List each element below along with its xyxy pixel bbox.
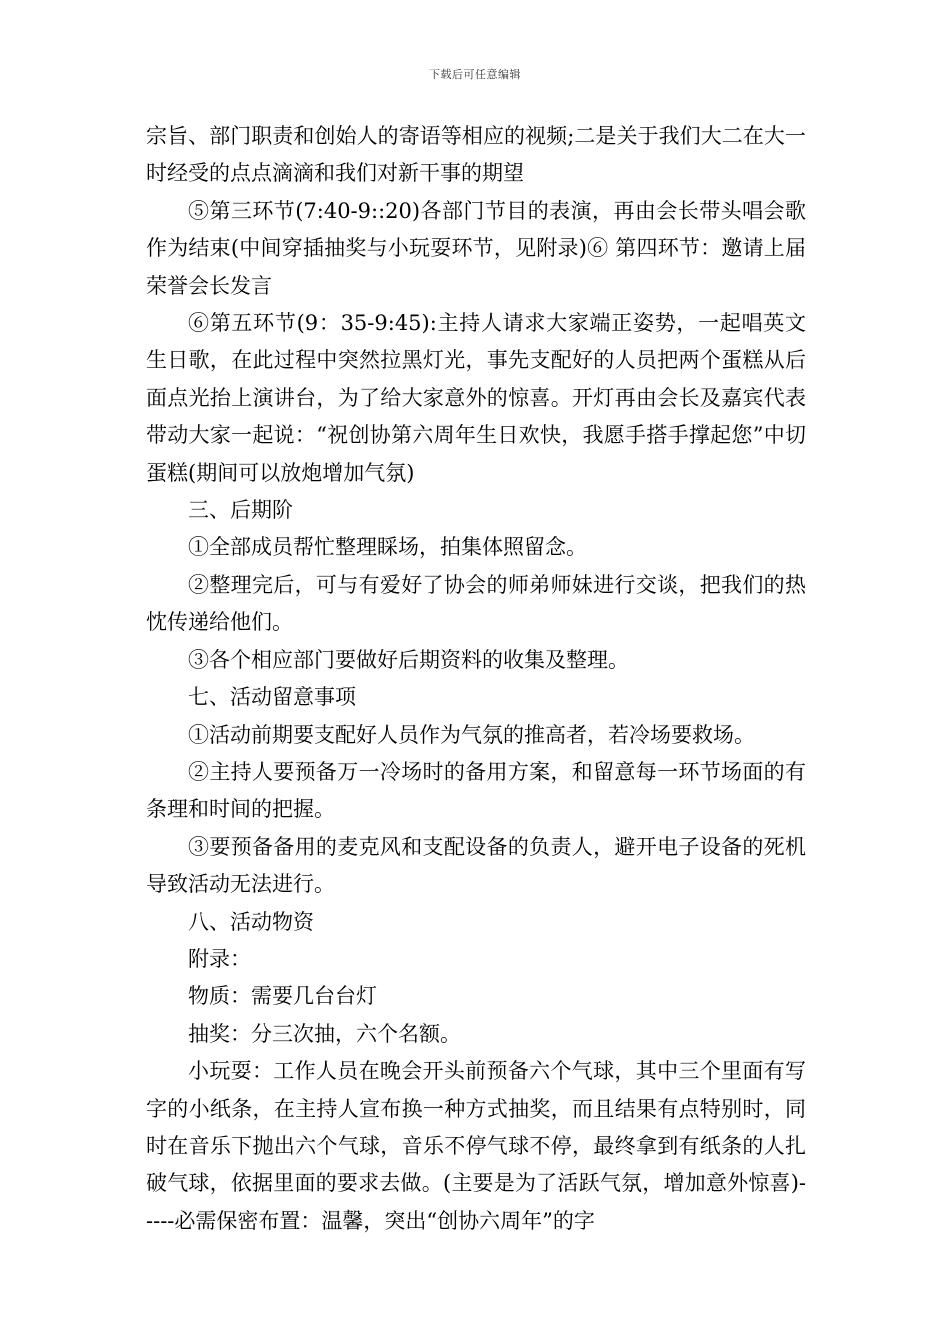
heading-appendix: 附录： (188, 946, 251, 971)
paragraph-post-item-3: ③各个相应部门要做好后期资料的收集及整理。 (188, 647, 629, 672)
document-body (146, 118, 806, 1240)
page-header-note: 下载后可任意编辑 (429, 68, 521, 81)
paragraph-post-item-2: ②整理完后，可与有爱好了协会的师弟师妹进行交谈，把我们的热忱传递给他们。 (146, 572, 806, 635)
paragraph-step-five: ⑥第五环节(9：35-9:45):主持人请求大家端正姿势，一起唱英文生日歌，在此过程中突然拉黑灯光，事先支配好的人员把两个蛋糕从后面点光抬上演讲台，为了给大家意外的惊喜。开灯再由会长及嘉宾代表带动大家一起说：“祝创协第六周年生日欢快，我愿手搭手撑起您”中切蛋糕(期间可以放炮增加气氛) (146, 311, 806, 485)
paragraph-materials: 物质：需要几台台灯 (188, 984, 377, 1009)
paragraph-note-3: ③要预备备用的麦克风和支配设备的负责人，避开电子设备的死机导致活动无法进行。 (146, 834, 806, 897)
paragraph-note-2: ②主持人要预备万一冷场时的备用方案，和留意每一环节场面的有条理和时间的把握。 (146, 759, 806, 822)
paragraph-post-item-1: ①全部成员帮忙整理睬场，拍集体照留念。 (188, 535, 587, 560)
paragraph-mini-game: 小玩耍：工作人员在晚会开头前预备六个气球，其中三个里面有写字的小纸条，在主持人宣布换一种方式抽奖，而且结果有点特别时，同时在音乐下抛出六个气球，音乐不停气球不停，最终拿到有纸条的人扎破气球，依据里面的要求去做。(主要是为了活跃气氛，增加意外惊喜)-----必需保密布置：温馨，突出“创协六周年”的字 (146, 1059, 806, 1233)
paragraph-step-three: ⑤第三环节(7:40-9::20)各部门节目的表演，再由会长带头唱会歌作为结束(中间穿插抽奖与小玩耍环节，见附录)⑥ 第四环节：邀请上届荣誉会长发言 (146, 198, 806, 298)
heading-post-phase: 三、后期阶 (188, 498, 293, 523)
heading-notes: 七、活动留意事项 (188, 685, 356, 710)
paragraph-lottery: 抽奖：分三次抽，六个名额。 (188, 1021, 461, 1046)
paragraph-intro-continued: 宗旨、部门职责和创始人的寄语等相应的视频;二是关于我们大二在大一时经受的点点滴滴和我们对新干事的期望 (146, 124, 806, 186)
paragraph-note-1: ①活动前期要支配好人员作为气氛的推高者，若冷场要救场。 (188, 722, 755, 747)
heading-materials: 八、活动物资 (188, 909, 314, 934)
